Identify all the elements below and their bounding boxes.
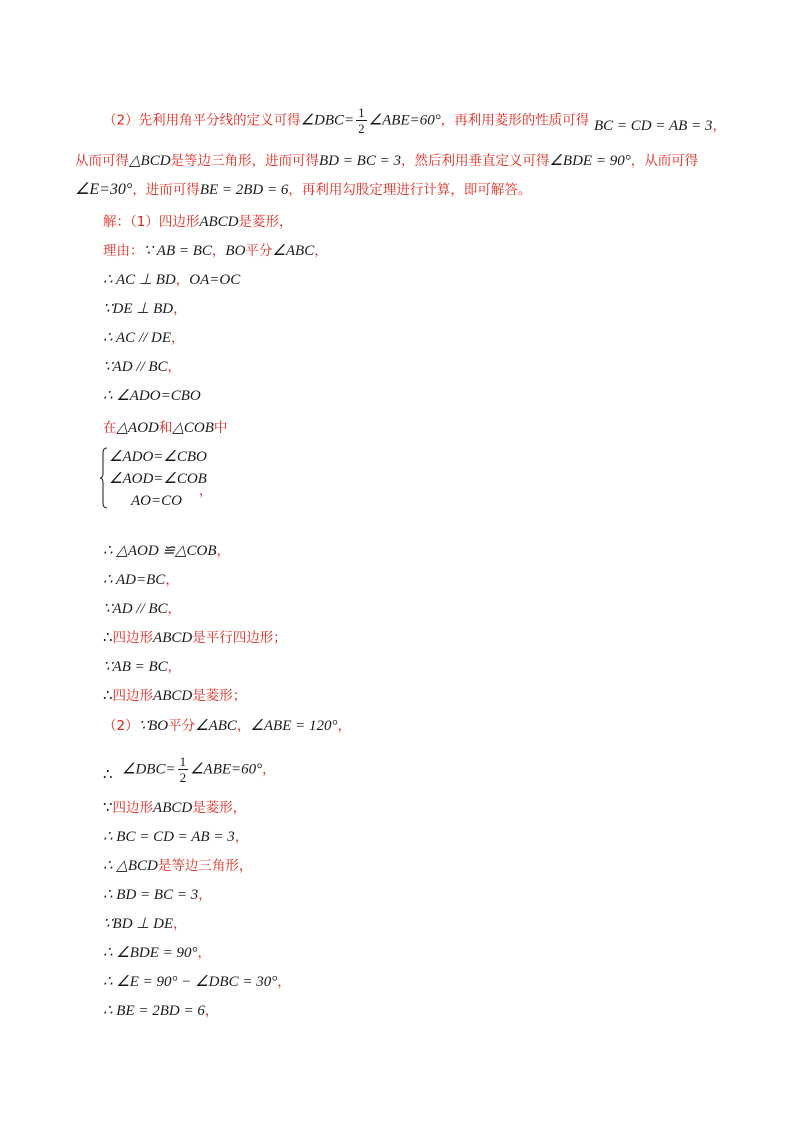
- math-expr: ∴ △AOD ≌△COB: [103, 543, 217, 559]
- solution-line-3: [103, 270, 240, 290]
- part2-line-4: [103, 827, 248, 847]
- solution-text: 四边形: [112, 688, 154, 704]
- math-expr: BC = CD = AB = 3: [594, 118, 713, 134]
- fraction: [178, 754, 189, 785]
- math-symbol: ∴: [103, 767, 113, 783]
- analysis-text: ，再利用勾股定理进行计算，即可解答。: [288, 182, 532, 198]
- math-expr: ABCD: [199, 214, 239, 230]
- solution-text: ，: [175, 272, 190, 288]
- solution-text: 中: [213, 420, 228, 436]
- part2-line-6: [103, 885, 212, 905]
- solution-text: ，: [204, 1003, 219, 1019]
- equation-row: AO=CO: [131, 493, 182, 509]
- math-symbol: ∴: [103, 688, 113, 704]
- solution-text: ，: [198, 887, 212, 903]
- math-expr: ∴ BC = CD = AB = 3: [103, 829, 235, 845]
- fraction-denominator: 2: [358, 121, 365, 136]
- analysis-line-3: [75, 180, 531, 200]
- solution-text: 四边形: [112, 630, 154, 646]
- math-expr: ∠ABE=60°: [368, 112, 441, 129]
- analysis-text: ，: [712, 118, 726, 134]
- math-expr: △AOD: [116, 420, 159, 436]
- solution-line-13: [103, 657, 181, 677]
- solution-text: 是菱形；: [192, 688, 247, 704]
- math-expr: ∴ ∠E = 90° − ∠DBC = 30°: [103, 974, 278, 990]
- math-expr: ∠DBC=: [300, 112, 355, 129]
- solution-text: 平分: [245, 243, 273, 259]
- solution-text: 是菱形，: [238, 214, 293, 230]
- math-expr: ∴ AC // DE: [103, 330, 172, 346]
- part2-line-9: [103, 972, 291, 992]
- solution-line-11: [103, 599, 181, 619]
- math-expr: ∠DBC=: [122, 761, 176, 778]
- solution-text: ，: [197, 945, 212, 961]
- math-expr: ∵DE ⊥ BD: [103, 301, 174, 317]
- math-expr: ∴ BE = 2BD = 6: [103, 1003, 205, 1019]
- solution-line-2: [103, 241, 328, 261]
- solution-text: ，: [173, 301, 187, 317]
- math-expr: BE = 2BD = 6: [199, 182, 289, 198]
- math-expr: ABCD: [153, 688, 193, 704]
- math-symbol: ∵: [103, 800, 113, 816]
- math-expr: ∴ BD = BC = 3: [103, 887, 199, 903]
- math-expr: ABCD: [153, 630, 193, 646]
- solution-line-1: [103, 212, 293, 232]
- part2-line-3: [103, 798, 246, 818]
- math-expr: ∴ ∠ADO=CBO: [103, 388, 201, 404]
- solution-text: 四边形: [112, 800, 154, 816]
- analysis-text: ，然后利用垂直定义可得: [400, 153, 550, 169]
- part2-line-2: [122, 754, 276, 785]
- solution-text: ，: [167, 359, 182, 375]
- solution-text: ，: [171, 330, 185, 346]
- solution-line-4: [103, 299, 187, 319]
- analysis-text: 从而可得: [75, 153, 129, 169]
- equation-tail: [199, 481, 213, 501]
- equation-row: ∠ADO=∠CBO: [109, 449, 207, 465]
- solution-text: ，: [236, 718, 251, 734]
- solution-text: 解：（1）四边形: [103, 214, 200, 230]
- solution-text: 是平行四边形；: [192, 630, 287, 646]
- solution-text: ，: [199, 483, 213, 499]
- fraction-numerator: 1: [358, 105, 365, 120]
- solution-line-12: [103, 628, 287, 648]
- solution-text: ，: [165, 572, 179, 588]
- part2-line-5: [103, 856, 252, 876]
- analysis-text: ，进而可得: [132, 182, 200, 198]
- part2-line-1: [103, 716, 351, 736]
- math-expr: △COB: [172, 420, 214, 436]
- solution-line-6: [103, 357, 181, 377]
- fraction-denominator: 2: [179, 770, 187, 785]
- solution-text: ，: [216, 543, 231, 559]
- solution-text: ，: [167, 659, 182, 675]
- solution-text: ，: [277, 974, 291, 990]
- math-expr: ∵BD ⊥ DE: [103, 916, 174, 932]
- analysis-text: ，再利用菱形的性质可得: [440, 112, 590, 129]
- part2-line-8: [103, 943, 211, 963]
- math-expr: ∠BDE = 90°: [549, 153, 631, 169]
- math-expr: ∴ △BCD: [103, 858, 158, 874]
- solution-text: ，: [234, 829, 249, 845]
- analysis-text: 是等边三角形，进而可得: [170, 153, 320, 169]
- solution-text: 是等边三角形，: [157, 858, 253, 874]
- math-expr: ∵ AB = BC: [143, 243, 212, 259]
- analysis-text: ，从而可得: [630, 153, 699, 169]
- analysis-text: （2）先利用角平分线的定义可得: [103, 112, 301, 129]
- solution-text: 理由：: [103, 243, 144, 259]
- solution-text: 平分: [168, 718, 196, 734]
- solution-line-14: [103, 686, 246, 706]
- solution-text: ，: [337, 718, 351, 734]
- math-expr: ∴ AC ⊥ BD: [103, 272, 176, 288]
- math-expr: ∠ABC: [272, 243, 315, 259]
- math-expr: ∴ ∠BDE = 90°: [103, 945, 198, 961]
- fraction-numerator: 1: [179, 754, 187, 769]
- math-expr: ∠ABC: [195, 718, 237, 734]
- math-expr: ∵AD // BC: [103, 601, 168, 617]
- math-expr: ∵BO: [138, 718, 169, 734]
- math-expr: ABCD: [153, 800, 193, 816]
- math-expr: ∠E=30°: [75, 181, 133, 198]
- solution-text: 在: [103, 420, 117, 436]
- solution-line-7: [103, 386, 201, 406]
- part2-line-10: [103, 1001, 218, 1021]
- solution-text: ，: [211, 243, 226, 259]
- math-symbol: ∴: [103, 630, 113, 646]
- equation-row: ∠AOD=∠COB: [109, 471, 207, 487]
- math-expr: BO: [225, 243, 246, 259]
- fraction: [356, 105, 367, 136]
- solution-text: 和: [158, 420, 173, 436]
- math-expr: BD = BC = 3: [319, 153, 401, 169]
- math-expr: ∵AB = BC: [103, 659, 168, 675]
- math-expr: ∠ABE = 120°: [250, 718, 338, 734]
- solution-text: 是菱形，: [192, 800, 247, 816]
- math-expr: ∵AD // BC: [103, 359, 168, 375]
- part2-therefore: [103, 765, 113, 785]
- solution-line-10: [103, 570, 179, 590]
- analysis-line-2: [75, 151, 698, 171]
- analysis-line-1: [103, 105, 589, 136]
- math-expr: △BCD: [129, 153, 171, 169]
- solution-line-5: [103, 328, 185, 348]
- math-expr: OA=OC: [189, 272, 241, 288]
- solution-text: ，: [314, 243, 328, 259]
- math-expr: ∴ AD=BC: [103, 572, 166, 588]
- solution-line-8: [103, 418, 227, 438]
- solution-text: ，: [167, 601, 182, 617]
- solution-text: ，: [173, 916, 187, 932]
- part2-line-7: [103, 914, 187, 934]
- analysis-line-1-tail: [594, 116, 726, 136]
- solution-line-9: [103, 541, 230, 561]
- left-brace-icon: [100, 447, 106, 509]
- solution-text: （2）: [103, 718, 139, 734]
- solution-text: ，: [262, 761, 276, 778]
- math-expr: ∠ABE=60°: [190, 761, 263, 778]
